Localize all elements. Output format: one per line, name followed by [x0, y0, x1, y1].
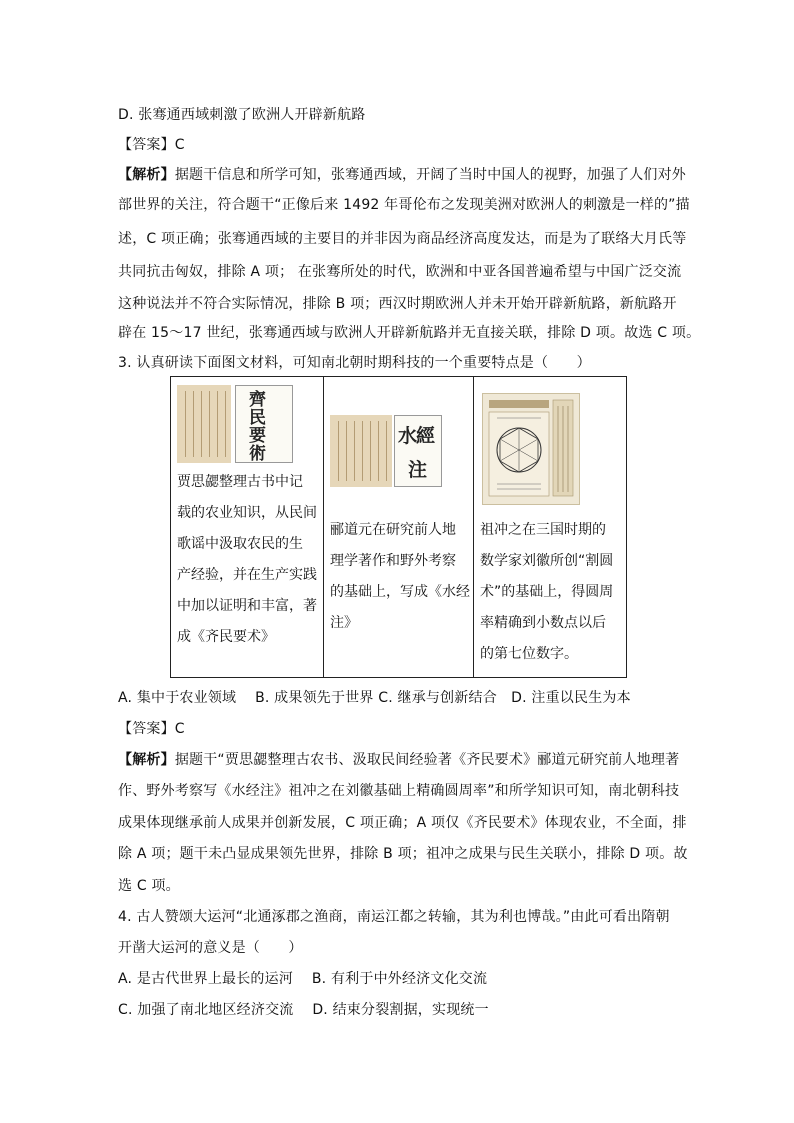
q3-m2-line-1: 理学著作和野外考察 — [330, 553, 456, 569]
q3-m3-line-2: 术”的基础上，得圆周 — [480, 584, 614, 600]
q3-m1-line-0: 贾思勰整理古书中记 — [177, 474, 303, 490]
q4-stem-line-0: 4. 古人赞颂大运河“北通涿郡之渔商，南运江都之转输，其为利也博哉。”由此可看出隋朝 — [118, 909, 670, 925]
q3-m3-line-4: 的第七位数字。 — [480, 646, 578, 662]
q4-option-ab: A. 是古代世界上最长的运河 B. 有利于中外经济文化交流 — [118, 971, 488, 987]
q3-m3-line-3: 率精确到小数点以后 — [480, 615, 606, 631]
q3-analysis-line-4: 选 C 项。 — [118, 878, 180, 894]
q4-stem-line-1: 开凿大运河的意义是（ ） — [118, 940, 303, 956]
q3-m2-line-0: 郦道元在研究前人地 — [330, 522, 456, 538]
q3-m3-line-1: 数学家刘徽所创“割圆 — [480, 553, 614, 569]
q3-analysis-label: 【解析】 — [118, 752, 175, 768]
q3-analysis-line-0: 【解析】据题干“贾思勰整理古农书、汲取民间经验著《齐民要术》郦道元研究前人地理著 — [118, 752, 680, 768]
q3-analysis-line-3: 除 A 项；题干未凸显成果领先世界，排除 B 项；祖冲之成果与民生关联小，排除 D 项。故 — [118, 846, 688, 862]
q3-analysis-line-1: 作、野外考察写《水经注》祖冲之在刘徽基础上精确圆周率”和所学知识可知，南北朝科技 — [118, 783, 680, 799]
q2-option-d: D. 张骞通西域刺激了欧洲人开辟新航路 — [118, 107, 366, 123]
q2-analysis-line-4: 这种说法并不符合实际情况，排除 B 项；西汉时期欧洲人并未开始开辟新航路，新航路开 — [118, 296, 677, 312]
qimin-yaoshu-book-image: 齊 民 要 術 — [177, 385, 293, 463]
circle-division-icon — [483, 394, 579, 504]
q3-m1-line-4: 中加以证明和丰富，著 — [177, 598, 317, 614]
q2-analysis-line-1: 部世界的关注，符合题干“正像后来 1492 年哥伦布之发现美洲对欧洲人的刺激是一样的”描 — [118, 197, 690, 213]
q2-analysis-label: 【解析】 — [118, 167, 175, 183]
q3-m2-line-3: 注》 — [330, 615, 358, 631]
q3-answer: 【答案】C — [118, 721, 185, 737]
shuijingzhu-book-image: 水 經 注 — [330, 415, 442, 487]
q2-analysis-line-5: 辟在 15～17 世纪，张骞通西域与欧洲人开辟新航路并无直接关联，排除 D 项。故选 C 项。 — [118, 325, 701, 341]
q3-m2-line-2: 的基础上，写成《水经 — [330, 584, 470, 600]
q3-m1-line-3: 产经验，并在生产实践 — [177, 567, 317, 583]
q3-options: A. 集中于农业领域 B. 成果领先于世界 C. 继承与创新结合 D. 注重以民生为本 — [118, 690, 631, 706]
q2-analysis-line-2: 述，C 项正确；张骞通西域的主要目的并非因为商品经济高度发达，而是为了联络大月氏等 — [118, 231, 687, 247]
q3-analysis-line-2: 成果体现继承前人成果并创新发展，C 项正确；A 项仅《齐民要术》体现农业，不全面，排 — [118, 815, 687, 831]
q3-stem: 3. 认真研读下面图文材料，可知南北朝时期科技的一个重要特点是（ ） — [118, 355, 591, 371]
q2-analysis-line-3: 共同抗击匈奴，排除 A 项； 在张骞所处的时代，欧洲和中亚各国普遍希望与中国广泛交流 — [118, 264, 682, 280]
q3-material-cell-2 — [324, 377, 474, 678]
q3-material-cell-3 — [474, 377, 627, 678]
circle-division-diagram-image — [482, 393, 580, 505]
q3-m1-line-5: 成《齐民要术》 — [177, 629, 275, 645]
q4-option-cd: C. 加强了南北地区经济交流 D. 结束分裂割据，实现统一 — [118, 1002, 489, 1018]
q3-material-cell-1 — [171, 377, 324, 678]
q3-m3-line-0: 祖冲之在三国时期的 — [480, 522, 606, 538]
q3-materials-table — [170, 376, 627, 678]
q3-m1-line-2: 歌谣中汲取农民的生 — [177, 536, 303, 552]
q2-analysis-line-0: 【解析】据题干信息和所学可知，张骞通西域，开阔了当时中国人的视野，加强了人们对外 — [118, 167, 687, 183]
q3-m1-line-1: 载的农业知识，从民间 — [177, 505, 317, 521]
q2-answer: 【答案】C — [118, 137, 185, 153]
